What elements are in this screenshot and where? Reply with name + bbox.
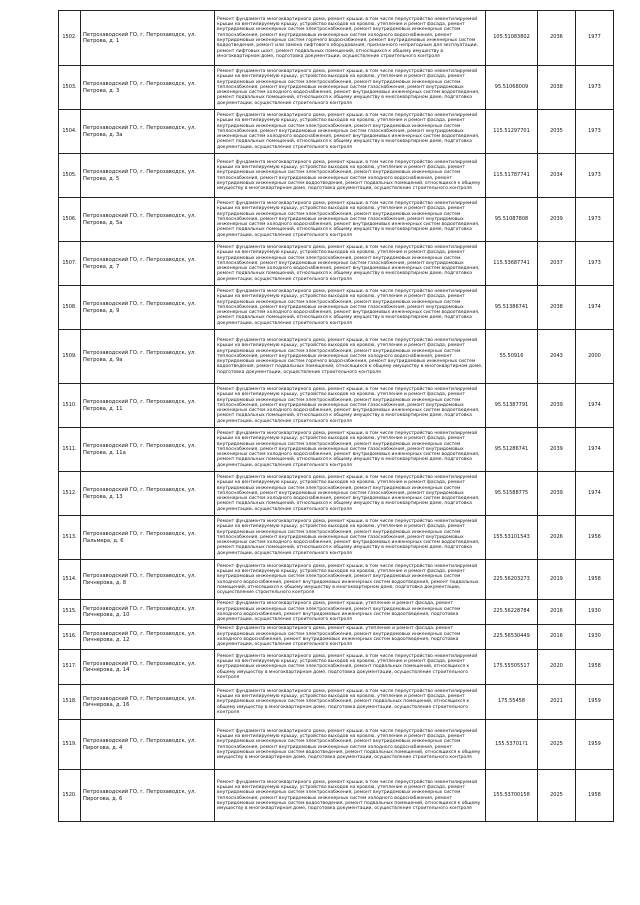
work-description-cell: Ремонт фундамента многоквартирного дома, ремонт крыши, в том числе переустройство невентилируемой крыши на вентилируемую крышу, устройство выходов на кровлю, утепление и ремонт фасада, ремонт внутридомовых инженерных систем электроснабжения, ремонт внутридомовых инженерных систем теплоснабжения, ремонт внутридомовых инженерных систем газоснабжения, ремонт внутридомовых инженерных систем холодного водоснабжения, ремонт внутридомовых инженерных систем водоотведения, ремонт подвальных помещений, относящихся к общему имуществу в многоквартирном доме, подготовка документации, осуществление строительного контроля: [215, 110, 486, 154]
address-cell: Петрозаводский ГО, г. Петрозаводск, ул. Петрова, д. 5: [81, 154, 215, 198]
planned-year-cell: 2038: [538, 286, 576, 330]
work-description-cell: Ремонт фундамента многоквартирного дома, ремонт крыши, в том числе переустройство невентилируемой крыши на вентилируемую крышу, устройство выходов на кровлю, утепление и ремонт фасада, ремонт внутридомовых инженерных систем электроснабжения, ремонт внутридомовых инженерных систем теплоснабжения, ремонт внутридомовых инженерных систем газоснабжения, ремонт внутридомовых инженерных систем холодного водоснабжения, ремонт внутридомовых инженерных систем водоотведения, ремонт подвальных помещений, относящихся к общему имуществу в многоквартирном доме, подготовка документации, осуществление строительного контроля: [215, 242, 486, 286]
row-number-cell: 1511.: [59, 428, 81, 472]
build-year-cell: 1974: [576, 384, 614, 428]
work-description-cell: Ремонт фундамента многоквартирного дома, ремонт крыши, в том числе переустройство невентилируемой крыши на вентилируемую крышу, устройство выходов на кровлю, утепление и ремонт фасада, ремонт внутридомовых инженерных систем электроснабжения, ремонт внутридомовых инженерных систем теплоснабжения, ремонт внутридомовых инженерных систем холодного водоснабжения, ремонт внутридомовых инженерных систем водоотведения, ремонт подвальных помещений, относящихся к общему имуществу в многоквартирном доме, подготовка документации, осуществление строительного контроля: [215, 720, 486, 770]
row-number-cell: 1520.: [59, 770, 81, 822]
planned-year-cell: 2038: [538, 66, 576, 110]
row-number-cell: 1516.: [59, 625, 81, 650]
cost-cell: 175.55458: [486, 685, 538, 720]
build-year-cell: 1958: [576, 650, 614, 685]
address-cell: Петрозаводский ГО, г. Петрозаводск, ул. Петрова, д. 13: [81, 472, 215, 516]
table-row: [59, 600, 614, 625]
table-row: [59, 154, 614, 198]
work-description-cell: Ремонт фундамента многоквартирного дома, ремонт крыши, утепление и ремонт фасада, ремонт внутридомовых инженерных систем электроснабжения, ремонт внутридомовых инженерных систем холодного водоснабжения, ремонт внутридомовых инженерных систем водоотведения, подготовка документации, осуществление строительного контроля: [215, 625, 486, 650]
cost-cell: 225.56203273: [486, 560, 538, 600]
build-year-cell: 1973: [576, 154, 614, 198]
cost-cell: 55.50916: [486, 330, 538, 384]
planned-year-cell: 2016: [538, 600, 576, 625]
build-year-cell: 1973: [576, 110, 614, 154]
build-year-cell: 1958: [576, 560, 614, 600]
build-year-cell: 1973: [576, 66, 614, 110]
cost-cell: 175.55505517: [486, 650, 538, 685]
build-year-cell: 1977: [576, 11, 614, 66]
address-cell: Петрозаводский ГО, г. Петрозаводск, ул. Пирогова, д. 6: [81, 770, 215, 822]
table-row: [59, 560, 614, 600]
build-year-cell: 1930: [576, 625, 614, 650]
planned-year-cell: 2039: [538, 428, 576, 472]
planned-year-cell: 2025: [538, 720, 576, 770]
cost-cell: 105.51083802: [486, 11, 538, 66]
row-number-cell: 1503.: [59, 66, 81, 110]
cost-cell: 155.53101543: [486, 516, 538, 560]
address-cell: Петрозаводский ГО, г. Петрозаводск, ул. Петрова, д. 9: [81, 286, 215, 330]
cost-cell: 95.51286741: [486, 428, 538, 472]
row-number-cell: 1510.: [59, 384, 81, 428]
build-year-cell: 1959: [576, 685, 614, 720]
address-cell: Петрозаводский ГО, г. Петрозаводск, ул. Пичнерова, д. 14: [81, 650, 215, 685]
row-number-cell: 1509.: [59, 330, 81, 384]
row-number-cell: 1513.: [59, 516, 81, 560]
build-year-cell: 1958: [576, 770, 614, 822]
work-description-cell: Ремонт фундамента многоквартирного дома, ремонт крыши, в том числе переустройство невентилируемой крыши на вентилируемую крышу, устройство выходов на кровлю, утепление и ремонт фасада, ремонт внутридомовых инженерных систем электроснабжения, ремонт внутридомовых инженерных систем теплоснабжения, ремонт внутридомовых инженерных систем холодного водоснабжения, ремонт внутридомовых инженерных систем горячего водоснабжения, ремонт внутридомовых инженерных систем водоотведения, ремонт или замена лифтового оборудования, признанного непригодным для эксплуатации, ремонт лифтовых шахт, ремонт подвальных помещений, относящихся к общему имуществу в многоквартирном доме, подготовка документации, осуществление строительного контроля: [215, 11, 486, 66]
cost-cell: 155.53700158: [486, 770, 538, 822]
planned-year-cell: 2021: [538, 685, 576, 720]
row-number-cell: 1514.: [59, 560, 81, 600]
table-row: [59, 428, 614, 472]
work-description-cell: Ремонт фундамента многоквартирного дома, ремонт крыши, в том числе переустройство невентилируемой крыши на вентилируемую крышу, устройство выходов на кровлю, утепление и ремонт фасада, ремонт внутридомовых инженерных систем электроснабжения, ремонт подвальных помещений, относящихся к общему имуществу в многоквартирном доме, подготовка документации, осуществление строительного контроля: [215, 650, 486, 685]
address-cell: Петрозаводский ГО, г. Петрозаводск, ул. Пирогова, д. 4: [81, 720, 215, 770]
table-body: [59, 11, 614, 822]
cost-cell: 95.51068009: [486, 66, 538, 110]
table-row: [59, 472, 614, 516]
build-year-cell: 1959: [576, 720, 614, 770]
work-description-cell: Ремонт фундамента многоквартирного дома, ремонт крыши, в том числе переустройство невентилируемой крыши на вентилируемую крышу, устройство выходов на кровлю, утепление и ремонт фасада, ремонт внутридомовых инженерных систем электроснабжения, ремонт внутридомовых инженерных систем теплоснабжения, ремонт внутридомовых инженерных систем газоснабжения, ремонт внутридомовых инженерных систем холодного водоснабжения, ремонт внутридомовых инженерных систем водоотведения, ремонт подвальных помещений, относящихся к общему имуществу в многоквартирном доме, подготовка документации, осуществление строительного контроля: [215, 286, 486, 330]
build-year-cell: 1930: [576, 600, 614, 625]
cost-cell: 225.56228784: [486, 600, 538, 625]
planned-year-cell: 2043: [538, 330, 576, 384]
planned-year-cell: 2020: [538, 650, 576, 685]
table-row: [59, 685, 614, 720]
address-cell: Петрозаводский ГО, г. Петрозаводск, ул. Петрова, д. 11а: [81, 428, 215, 472]
work-description-cell: Ремонт фундамента многоквартирного дома, ремонт крыши, в том числе переустройство невентилируемой крыши на вентилируемую крышу, устройство выходов на кровлю, утепление и ремонт фасада, ремонт внутридомовых инженерных систем электроснабжения, ремонт внутридомовых инженерных систем теплоснабжения, ремонт внутридомовых инженерных систем газоснабжения, ремонт внутридомовых инженерных систем холодного водоснабжения, ремонт внутридомовых инженерных систем водоотведения, ремонт подвальных помещений, относящихся к общему имуществу в многоквартирном доме, подготовка документации, осуществление строительного контроля: [215, 384, 486, 428]
planned-year-cell: 2039: [538, 198, 576, 242]
build-year-cell: 1958: [576, 516, 614, 560]
row-number-cell: 1505.: [59, 154, 81, 198]
table-row: [59, 66, 614, 110]
cost-cell: 95.51387791: [486, 384, 538, 428]
address-cell: Петрозаводский ГО, г. Петрозаводск, ул. Петрова, д. 1: [81, 11, 215, 66]
address-cell: Петрозаводский ГО, г. Петрозаводск, ул. Петрова, д. 11: [81, 384, 215, 428]
cost-cell: 115.53687741: [486, 242, 538, 286]
address-cell: Петрозаводский ГО, г. Петрозаводск, ул. Пичнерова, д. 8: [81, 560, 215, 600]
row-number-cell: 1502.: [59, 11, 81, 66]
table-row: [59, 516, 614, 560]
work-description-cell: Ремонт фундамента многоквартирного дома, ремонт крыши, в том числе переустройство невентилируемой крыши на вентилируемую крышу, устройство выходов на кровлю, утепление и ремонт фасада, ремонт внутридомовых инженерных систем электроснабжения, ремонт внутридомовых инженерных систем теплоснабжения, ремонт внутридомовых инженерных систем газоснабжения, ремонт внутридомовых инженерных систем холодного водоснабжения, ремонт внутридомовых инженерных систем водоотведения, ремонт подвальных помещений, относящихся к общему имуществу в многоквартирном доме, подготовка документации, осуществление строительного контроля: [215, 198, 486, 242]
row-number-cell: 1508.: [59, 286, 81, 330]
table-row: [59, 242, 614, 286]
address-cell: Петрозаводский ГО, г. Петрозаводск, ул. Пичнерова, д. 12: [81, 625, 215, 650]
work-description-cell: Ремонт фундамента многоквартирного дома, ремонт крыши, в том числе переустройство невентилируемой крыши на вентилируемую крышу, устройство выходов на кровлю, утепление и ремонт фасада, ремонт внутридомовых инженерных систем электроснабжения, ремонт внутридомовых инженерных систем теплоснабжения, ремонт внутридомовых инженерных систем газоснабжения, ремонт внутридомовых инженерных систем холодного водоснабжения, ремонт внутридомовых инженерных систем водоотведения, ремонт подвальных помещений, относящихся к общему имуществу в многоквартирном доме, подготовка документации, осуществление строительного контроля: [215, 428, 486, 472]
cost-cell: 155.53701?1: [486, 720, 538, 770]
address-cell: Петрозаводский ГО, г. Петрозаводск, ул. Петрова, д. 5а: [81, 198, 215, 242]
repair-program-table: [58, 10, 614, 822]
build-year-cell: 1973: [576, 242, 614, 286]
work-description-cell: Ремонт фундамента многоквартирного дома, ремонт крыши, в том числе переустройство невентилируемой крыши на вентилируемую крышу, устройство выходов на кровлю, утепление и ремонт фасада, ремонт внутридомовых инженерных систем электроснабжения, ремонт внутридомовых инженерных систем теплоснабжения, ремонт внутридомовых инженерных систем газоснабжения, ремонт внутридомовых инженерных систем холодного водоснабжения, ремонт внутридомовых инженерных систем водоотведения, ремонт подвальных помещений, относящихся к общему имуществу в многоквартирном доме, подготовка документации, осуществление строительного контроля: [215, 472, 486, 516]
work-description-cell: Ремонт фундамента многоквартирного дома, ремонт крыши, в том числе переустройство невентилируемой крыши на вентилируемую крышу, устройство выходов на кровлю, утепление и ремонт фасада, ремонт внутридомовых инженерных систем электроснабжения, ремонт внутридомовых инженерных систем теплоснабжения, ремонт внутридомовых инженерных систем холодного водоснабжения, ремонт внутридомовых инженерных систем водоотведения, ремонт подвальных помещений, относящихся к общему имуществу в многоквартирном доме, подготовка документации, осуществление строительного контроля: [215, 154, 486, 198]
row-number-cell: 1517.: [59, 650, 81, 685]
address-cell: Петрозаводский ГО, г. Петрозаводск, ул. Петрова, д. 9а: [81, 330, 215, 384]
planned-year-cell: 2025: [538, 770, 576, 822]
address-cell: Петрозаводский ГО, г. Петрозаводск, ул. Петрова, д. 7: [81, 242, 215, 286]
table-row: [59, 286, 614, 330]
build-year-cell: 1974: [576, 286, 614, 330]
work-description-cell: Ремонт фундамента многоквартирного дома, ремонт крыши, в том числе переустройство невентилируемой крыши на вентилируемую крышу, устройство выходов на кровлю, утепление и ремонт фасада, ремонт внутридомовых инженерных систем электроснабжения, ремонт внутридомовых инженерных систем теплоснабжения, ремонт внутридомовых инженерных систем холодного водоснабжения, ремонт внутридомовых инженерных систем водоотведения, ремонт подвальных помещений, относящихся к общему имуществу в многоквартирном доме, подготовка документации, осуществление строительного контроля: [215, 770, 486, 822]
cost-cell: 115.51297701: [486, 110, 538, 154]
table-row: [59, 330, 614, 384]
build-year-cell: 1974: [576, 428, 614, 472]
address-cell: Петрозаводский ГО, г. Петрозаводск, ул. Пичнерова, д. 10: [81, 600, 215, 625]
planned-year-cell: 2039: [538, 472, 576, 516]
cost-cell: 95.51386741: [486, 286, 538, 330]
row-number-cell: 1504.: [59, 110, 81, 154]
table-row: [59, 625, 614, 650]
row-number-cell: 1519.: [59, 720, 81, 770]
build-year-cell: 2000: [576, 330, 614, 384]
planned-year-cell: 2036: [538, 11, 576, 66]
cost-cell: 95.51087808: [486, 198, 538, 242]
build-year-cell: 1973: [576, 198, 614, 242]
table-row: [59, 11, 614, 66]
work-description-cell: Ремонт фундамента многоквартирного дома, ремонт крыши, утепление и ремонт фасада, ремонт внутридомовых инженерных систем электроснабжения, ремонт внутридомовых инженерных систем холодного водоснабжения, ремонт внутридомовых инженерных систем водоотведения, подготовка документации, осуществление строительного контроля: [215, 600, 486, 625]
table-row: [59, 720, 614, 770]
row-number-cell: 1518.: [59, 685, 81, 720]
planned-year-cell: 2037: [538, 242, 576, 286]
document-page: [58, 10, 613, 822]
row-number-cell: 1507.: [59, 242, 81, 286]
address-cell: Петрозаводский ГО, г. Петрозаводск, ул. Пальмера, д. 6: [81, 516, 215, 560]
address-cell: Петрозаводский ГО, г. Петрозаводск, ул. Пичнерова, д. 16: [81, 685, 215, 720]
work-description-cell: Ремонт фундамента многоквартирного дома, ремонт крыши, в том числе переустройство невентилируемой крыши на вентилируемую крышу, устройство выходов на кровлю, утепление и ремонт фасада, ремонт внутридомовых инженерных систем электроснабжения, ремонт подвальных помещений, относящихся к общему имуществу в многоквартирном доме, подготовка документации, осуществление строительного контроля: [215, 685, 486, 720]
row-number-cell: 1506.: [59, 198, 81, 242]
planned-year-cell: 2019: [538, 560, 576, 600]
planned-year-cell: 2016: [538, 625, 576, 650]
planned-year-cell: 2035: [538, 110, 576, 154]
work-description-cell: Ремонт фундамента многоквартирного дома, ремонт крыши, в том числе переустройство невентилируемой крыши на вентилируемую крышу, устройство выходов на кровлю, утепление и ремонт фасада, ремонт внутридомовых инженерных систем электроснабжения, ремонт внутридомовых инженерных систем теплоснабжения, ремонт внутридомовых инженерных систем газоснабжения, ремонт внутридомовых инженерных систем холодного водоснабжения, ремонт внутридомовых инженерных систем водоотведения, ремонт подвальных помещений, относящихся к общему имуществу в многоквартирном доме, подготовка документации, осуществление строительного контроля: [215, 66, 486, 110]
address-cell: Петрозаводский ГО, г. Петрозаводск, ул. Петрова, д. 3: [81, 66, 215, 110]
table-row: [59, 650, 614, 685]
planned-year-cell: 2026: [538, 516, 576, 560]
planned-year-cell: 2039: [538, 384, 576, 428]
cost-cell: 95.51588775: [486, 472, 538, 516]
work-description-cell: Ремонт фундамента многоквартирного дома, ремонт крыши, в том числе переустройство невентилируемой крыши на вентилируемую крышу, устройство выходов на кровлю, утепление и ремонт фасада, ремонт внутридомовых инженерных систем электроснабжения, ремонт внутридомовых инженерных систем теплоснабжения, ремонт внутридомовых инженерных систем газоснабжения, ремонт внутридомовых инженерных систем холодного водоснабжения, ремонт внутридомовых инженерных систем водоотведения, ремонт подвальных помещений, относящихся к общему имуществу в многоквартирном доме, подготовка документации, осуществление строительного контроля: [215, 516, 486, 560]
work-description-cell: Ремонт фундамента многоквартирного дома, ремонт крыши, в том числе переустройство невентилируемой крыши на вентилируемую крышу, устройство выходов на кровлю, утепление и ремонт фасада, ремонт внутридомовых инженерных систем электроснабжения, ремонт внутридомовых инженерных систем теплоснабжения, ремонт внутридомовых инженерных систем холодного водоснабжения, ремонт внутридомовых инженерных систем горячего водоснабжения, ремонт внутридомовых инженерных систем водоотведения, ремонт подвальных помещений, относящихся к общему имуществу в многоквартирном доме, подготовка документации, осуществление строительного контроля: [215, 330, 486, 384]
address-cell: Петрозаводский ГО, г. Петрозаводск, ул. Петрова, д. 3а: [81, 110, 215, 154]
table-row: [59, 770, 614, 822]
planned-year-cell: 2034: [538, 154, 576, 198]
build-year-cell: 1974: [576, 472, 614, 516]
row-number-cell: 1515.: [59, 600, 81, 625]
table-row: [59, 198, 614, 242]
table-row: [59, 384, 614, 428]
work-description-cell: Ремонт фундамента многоквартирного дома, ремонт крыши, в том числе переустройство невентилируемой крыши на вентилируемую крышу, устройство выходов на кровлю, утепление и ремонт фасада, ремонт внутридомовых инженерных систем электроснабжения, ремонт внутридомовых инженерных систем холодного водоснабжения, ремонт внутридомовых инженерных систем водоотведения, ремонт подвальных помещений, относящихся к общему имуществу в многоквартирном доме, подготовка документации, осуществление строительного контроля: [215, 560, 486, 600]
cost-cell: 225.56530449: [486, 625, 538, 650]
row-number-cell: 1512.: [59, 472, 81, 516]
cost-cell: 115.51787741: [486, 154, 538, 198]
table-row: [59, 110, 614, 154]
